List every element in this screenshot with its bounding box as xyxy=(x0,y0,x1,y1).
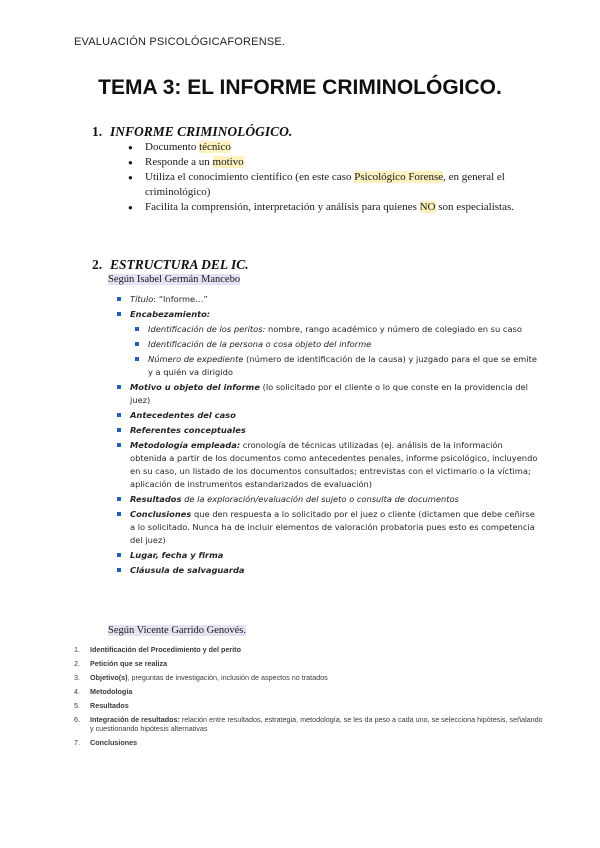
structure-list xyxy=(116,293,540,579)
sub-list xyxy=(134,323,540,379)
page-title: TEMA 3: EL INFORME CRIMINOLÓGICO. xyxy=(98,76,502,99)
list-item: Referentes conceptuales xyxy=(116,424,540,437)
author-2: Según Vicente Garrido Genovés. xyxy=(108,625,246,636)
section-1-number: 1. xyxy=(92,124,103,139)
list-item: ● Utiliza el conocimiento científico (en este caso Psicológico Forense, en general el criminológico) xyxy=(128,170,528,200)
list-item: ● Responde a un motivo xyxy=(128,155,528,170)
list-item: Lugar, fecha y firma xyxy=(116,549,540,562)
numbered-item: 3. Objetivo(s), preguntas de investigación, inclusión de aspectos no tratados xyxy=(74,672,328,682)
list-item: Cláusula de salvaguarda xyxy=(116,564,540,577)
section-1-bullets xyxy=(128,140,528,215)
list-item: Título: “Informe…” xyxy=(116,293,540,306)
list-item: Encabezamiento: Identificación de los peritos: nombre, rango académico y número de colegiado en su caso Identificación de la persona o cosa objeto del informe Número de expediente (número de identificación de la causa) y juzgado para el que se emite y a quién va dirigido xyxy=(116,308,540,379)
section-2-title: ESTRUCTURA DEL IC. xyxy=(110,257,249,272)
list-item: Resultados de la exploración/evaluación del sujeto o consulta de documentos xyxy=(116,493,540,506)
list-item: Antecedentes del caso xyxy=(116,409,540,422)
numbered-item: 5. Resultados xyxy=(74,700,129,710)
section-2-number: 2. xyxy=(92,257,103,272)
sub-list-item: Identificación de la persona o cosa objeto del informe xyxy=(134,338,540,351)
numbered-item: 4. Metodología xyxy=(74,686,133,696)
garrido-list xyxy=(74,646,544,752)
list-item: Motivo u objeto del informe (lo solicitado por el cliente o lo que conste en la providencia del juez) xyxy=(116,381,540,407)
page-header: EVALUACIÓN PSICOLÓGICAFORENSE. xyxy=(74,36,286,48)
section-2-heading xyxy=(92,257,249,273)
list-item: Conclusiones que den respuesta a lo solicitado por el juez o cliente (dictamen que debe ceñirse a lo solicitado. Nunca ha de incluir elementos de valoración probatoria pues esto es competencia del juez) xyxy=(116,508,540,547)
numbered-item: 2. Petición que se realiza xyxy=(74,658,168,668)
author-1: Según Isabel Germán Mancebo xyxy=(108,274,241,285)
list-item: ● Facilita la comprensión, interpretación y análisis para quienes NO son especialistas. xyxy=(128,200,528,215)
list-item: Metodología empleada: cronología de técnicas utilizadas (ej. análisis de la información obtenida a partir de los documentos como antecedentes penales, informe psicológico, incluyendo en su caso, un listado de los documentos consultados; entrevistas con el victimario o la víctima; aplicación de instrumentos estandarizados de evaluación) xyxy=(116,439,540,491)
sub-list-item: Identificación de los peritos: nombre, rango académico y número de colegiado en su caso xyxy=(134,323,540,336)
sub-list-item: Número de expediente (número de identificación de la causa) y juzgado para el que se emite y a quién va dirigido xyxy=(134,353,540,379)
numbered-item: 1. Identificación del Procedimiento y del perito xyxy=(74,645,241,654)
numbered-item: 7. Conclusiones xyxy=(74,737,138,747)
section-1-heading xyxy=(92,124,292,140)
section-1-title: INFORME CRIMINOLÓGICO. xyxy=(110,124,293,139)
numbered-item: 6. Integración de resultados: relación entre resultados, estrategia, metodología, se les da peso a cada uno, se selecciona hipótesis, señalando y cuestionando hipótesis alternativas xyxy=(74,714,543,733)
list-item: ● Documento técnico xyxy=(128,140,528,155)
